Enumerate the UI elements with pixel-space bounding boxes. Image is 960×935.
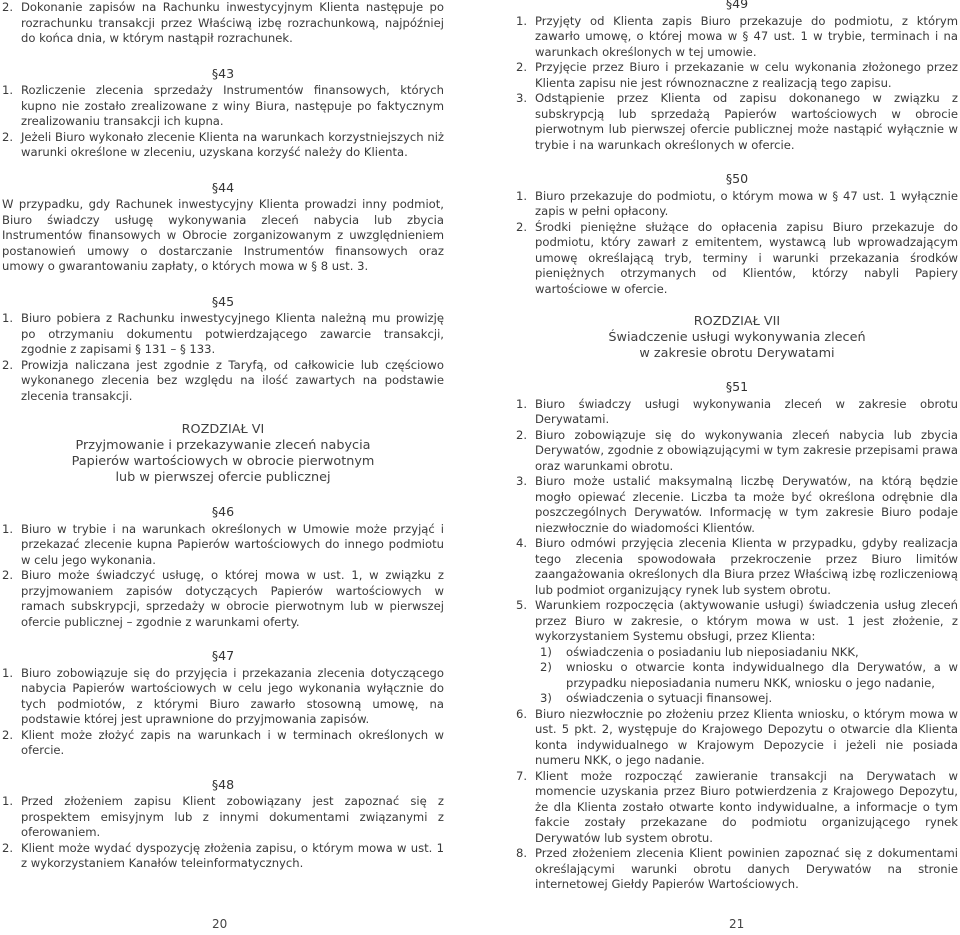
item-number: 2. bbox=[2, 840, 14, 855]
list-item bbox=[516, 220, 958, 298]
section-heading-47: §47 bbox=[211, 648, 235, 663]
list-item bbox=[2, 83, 444, 130]
list-item bbox=[516, 536, 958, 598]
item-number: 4. bbox=[516, 536, 528, 550]
item-text: Klient może wydać dyspozycję złożenia zapisu, o którym mowa w ust. 1 z wykorzystaniem Kanałów teleinformatycznych. bbox=[21, 840, 444, 870]
item-text: Warunkiem rozpoczęcia (aktywowanie usługi) świadczenia usług zleceń przez Biuro w zakresie, o którym mowa w ust. 1 jest złożenie, z wykorzystaniem Systemu obsługi, przez Klienta: bbox=[535, 598, 958, 643]
sub-list-item bbox=[540, 660, 958, 691]
sub-item-number: 3) bbox=[540, 691, 552, 705]
list-item bbox=[2, 0, 444, 47]
list-item bbox=[516, 474, 958, 536]
list-item bbox=[2, 568, 444, 630]
item-number: 7. bbox=[516, 768, 528, 783]
item-text: Dokonanie zapisów na Rachunku inwestycyjnym Klienta następuje po rozrachunku transakcji przez Właściwą izbę rozrachunkową, najpóźniej do końca dnia, w którym nastąpił rozrachunek. bbox=[21, 0, 444, 45]
item-number: 3. bbox=[516, 474, 528, 488]
item-text: Jeżeli Biuro wykonało zlecenie Klienta na warunkach korzystniejszych niż warunki określone w zleceniu, uzyskana korzyść należy do Klienta. bbox=[21, 129, 444, 159]
list-item bbox=[516, 846, 958, 893]
item-number: 2. bbox=[516, 219, 528, 234]
item-text: Prowizja naliczana jest zgodnie z Taryfą, od całkowicie lub częściowo wykonanego zlecenia bez względu na ilość zawartych na podstawie zlecenia transakcji. bbox=[21, 357, 444, 403]
chapter-label: ROZDZIAŁ VI bbox=[181, 422, 265, 437]
sub-item-text: oświadczenia o sytuacji finansowej. bbox=[566, 691, 773, 705]
item-number: 3. bbox=[516, 91, 528, 105]
item-number: 2. bbox=[2, 357, 14, 372]
item-number: 6. bbox=[516, 706, 528, 721]
sub-item-text: oświadczenia o posiadaniu lub nieposiadaniu NKK, bbox=[566, 644, 859, 659]
item-number: 1. bbox=[2, 665, 14, 680]
list-item bbox=[2, 358, 444, 405]
left-page bbox=[2, 0, 444, 872]
list-item bbox=[2, 728, 444, 759]
item-text: Odstąpienie przez Klienta od zapisu dokonanego w związku z subskrypcją lub sprzedażą Papierów wartościowych w obrocie pierwotnym lub pierwszej ofercie publicznej może nastąpić wyłącznie w trybie i na warunkach określonych w ofercie. bbox=[535, 91, 958, 152]
list-item bbox=[516, 397, 958, 428]
list-item bbox=[2, 130, 444, 161]
item-text: Środki pieniężne służące do opłacenia zapisu Biuro przekazuje do podmiotu, który zawarł z emitentem, wystawcą lub wprowadzającym umowę określającą tryb, terminy i warunki przekazania środków pieniężnych otrzymanych od Klientów, którzy nabyli Papiery wartościowe w ofercie. bbox=[535, 219, 958, 296]
sub-list-item bbox=[540, 691, 958, 707]
item-text: Przed złożeniem zapisu Klient zobowiązany jest zapoznać się z prospektem emisyjnym lub z innymi dokumentami związanymi z oferowaniem. bbox=[21, 794, 444, 839]
item-text: Biuro może ustalić maksymalną liczbę Derywatów, na którą będzie mogło opiewać zlecenie. Liczba ta może być określona odrębnie dla poszczególnych Derywatów. Informację w tym zakresie Biuro podaje niezwłocznie do wiadomości Klientów. bbox=[535, 474, 958, 535]
item-text: Biuro może świadczyć usługę, o której mowa w ust. 1, w związku z przyjmowaniem zapisów dotyczących Papierów wartościowych w ramach subskrypcji, sprzedaży w obrocie pierwotnym lub w pierwszej ofercie publicznej – zgodnie z warunkami oferty. bbox=[21, 568, 444, 629]
item-number: 2. bbox=[516, 60, 528, 74]
page-number-left: 20 bbox=[212, 917, 228, 931]
list-item bbox=[2, 841, 444, 872]
item-number: 5. bbox=[516, 598, 528, 612]
item-text: Rozliczenie zlecenia sprzedaży Instrumentów finansowych, których kupno nie zostało zrealizowane z winy Biura, następuje po faktycznym zrealizowaniu transakcji ich kupna. bbox=[21, 83, 444, 128]
list-item bbox=[2, 666, 444, 728]
sub-item-text: wniosku o otwarcie konta indywidualnego dla Derywatów, a w przypadku nieposiadania numeru NKK, wniosku o jego nadanie, bbox=[566, 660, 958, 690]
section-heading-48: §48 bbox=[211, 776, 235, 792]
list-item bbox=[2, 522, 444, 569]
item-text: Biuro odmówi przyjęcia zlecenia Klienta w przypadku, gdyby realizacja tego zlecenia spowodowała przekroczenie przez Biuro limitów zaangażowania określonych dla Biura przez Właściwą izbę rozliczeniową lub podmiot organizujący rynek lub system obrotu. bbox=[535, 536, 958, 597]
chapter-label: ROZDZIAŁ VII bbox=[693, 314, 781, 329]
item-number: 1. bbox=[516, 13, 528, 28]
item-text: Biuro zobowiązuje się do przyjęcia i przekazania zlecenia dotyczącego nabycia Papierów wartościowych w celu jego wykonania wyłącznie do tych podmiotów, z którymi Biuro zawarło stosowną umowę, na podstawie której jest uprawnione do przyjmowania zapisów. bbox=[21, 665, 444, 726]
item-text: Klient może rozpocząć zawieranie transakcji na Derywatach w momencie uzyskania przez Biuro potwierdzenia z Krajowego Depozytu, że dla Klienta zostało otwarte konto indywidualne, a informacje o tym fakcie zostały przekazane do podmiotu organizującego rynek Derywatów lub system obrotu. bbox=[535, 768, 958, 845]
item-text: Biuro w trybie i na warunkach określonych w Umowie może przyjąć i przekazać zlecenie kupna Papierów wartościowych do innego podmiotu w celu jego wykonania. bbox=[21, 521, 444, 567]
item-number: 2. bbox=[2, 0, 14, 14]
sub-item-number: 1) bbox=[540, 644, 552, 659]
section-heading-50: §50 bbox=[725, 171, 749, 186]
list-item bbox=[516, 60, 958, 91]
item-number: 2. bbox=[516, 427, 528, 442]
section-heading-49: §49 bbox=[725, 0, 749, 11]
chapter-title-line: Papierów wartościowych w obrocie pierwotnym bbox=[71, 454, 375, 469]
page-number-right: 21 bbox=[729, 917, 745, 931]
item-number: 1. bbox=[2, 83, 14, 97]
section-heading-44: §44 bbox=[211, 179, 235, 195]
item-text: Przyjęcie przez Biuro i przekazanie w celu wykonania złożonego przez Klienta zapisu nie jest równoznaczne z realizacją tego zapisu. bbox=[535, 60, 958, 90]
item-number: 1. bbox=[516, 396, 528, 411]
section-heading-45: §45 bbox=[211, 293, 235, 309]
list-item bbox=[2, 311, 444, 358]
item-number: 1. bbox=[2, 794, 14, 808]
list-item bbox=[516, 14, 958, 61]
right-page bbox=[516, 0, 958, 893]
item-text: Biuro niezwłocznie po złożeniu przez Klienta wniosku, o którym mowa w ust. 5 pkt. 2, występuje do Krajowego Depozytu o otwarcie dla Klienta konta indywidualnego w Krajowym Depozycie i jeżeli nie posiada numeru NKK, o jego nadanie. bbox=[535, 706, 958, 767]
item-text: Biuro zobowiązuje się do wykonywania zleceń nabycia lub zbycia Derywatów, zgodnie z obowiązującymi w tym zakresie przepisami prawa oraz warunkami obrotu. bbox=[535, 427, 958, 473]
item-text: Przed złożeniem zlecenia Klient powinien zapoznać się z dokumentami określającymi warunki obrotu danych Derywatów na stronie internetowej Giełdy Papierów Wartościowych. bbox=[535, 846, 958, 891]
list-item bbox=[516, 428, 958, 475]
chapter-heading-6 bbox=[2, 422, 444, 486]
item-text: Biuro świadczy usługi wykonywania zleceń w zakresie obrotu Derywatami. bbox=[535, 396, 958, 426]
sub-list-item bbox=[540, 645, 958, 661]
item-number: 2. bbox=[2, 727, 14, 742]
item-text: Biuro przekazuje do podmiotu, o którym mowa w § 47 ust. 1 wyłącznie zapis w pełni opłacony. bbox=[535, 188, 958, 218]
list-item bbox=[516, 598, 958, 645]
chapter-title-line: lub w pierwszej ofercie publicznej bbox=[115, 470, 331, 485]
item-number: 2. bbox=[2, 568, 14, 582]
item-text: Biuro pobiera z Rachunku inwestycyjnego Klienta należną mu prowizję po otrzymaniu dokumentu potwierdzającego zawarcie transakcji, zgodnie z zapisami § 131 – § 133. bbox=[21, 311, 444, 356]
section-heading-46: §46 bbox=[211, 504, 235, 519]
list-item bbox=[516, 91, 958, 153]
chapter-heading-7 bbox=[516, 314, 958, 362]
item-text: Przyjęty od Klienta zapis Biuro przekazuje do podmiotu, z którym zawarło umowę, o której mowa w § 47 ust. 1 w trybie, terminach i na warunkach określonych w tej umowie. bbox=[535, 13, 958, 59]
item-number: 1. bbox=[2, 521, 14, 536]
list-item bbox=[516, 707, 958, 769]
item-number: 2. bbox=[2, 129, 14, 144]
section-heading-43: §43 bbox=[211, 65, 235, 81]
item-number: 8. bbox=[516, 846, 528, 860]
paragraph: W przypadku, gdy Rachunek inwestycyjny Klienta prowadzi inny podmiot, Biuro świadczy usługę wykonywania zleceń nabycia lub zbycia Instrumentów finansowych w Obrocie zorganizowanym z uwzględnieniem postanowień umowy o dostarczanie Instrumentów finansowych oraz umowy o gwarantowaniu zapłaty, o których mowa w § 8 ust. 3. bbox=[2, 197, 444, 273]
list-item bbox=[2, 794, 444, 841]
chapter-title-line: Przyjmowanie i przekazywanie zleceń nabycia bbox=[75, 438, 371, 453]
chapter-title-line: w zakresie obrotu Derywatami bbox=[639, 346, 835, 361]
sub-item-number: 2) bbox=[540, 660, 552, 674]
item-text: Klient może złożyć zapis na warunkach i w terminach określonych w ofercie. bbox=[21, 727, 444, 757]
item-number: 1. bbox=[2, 311, 14, 325]
list-item bbox=[516, 769, 958, 847]
item-number: 1. bbox=[516, 188, 528, 203]
chapter-title-line: Świadczenie usługi wykonywania zleceń bbox=[608, 330, 866, 345]
list-item bbox=[516, 189, 958, 220]
section-heading-51: §51 bbox=[725, 379, 749, 394]
